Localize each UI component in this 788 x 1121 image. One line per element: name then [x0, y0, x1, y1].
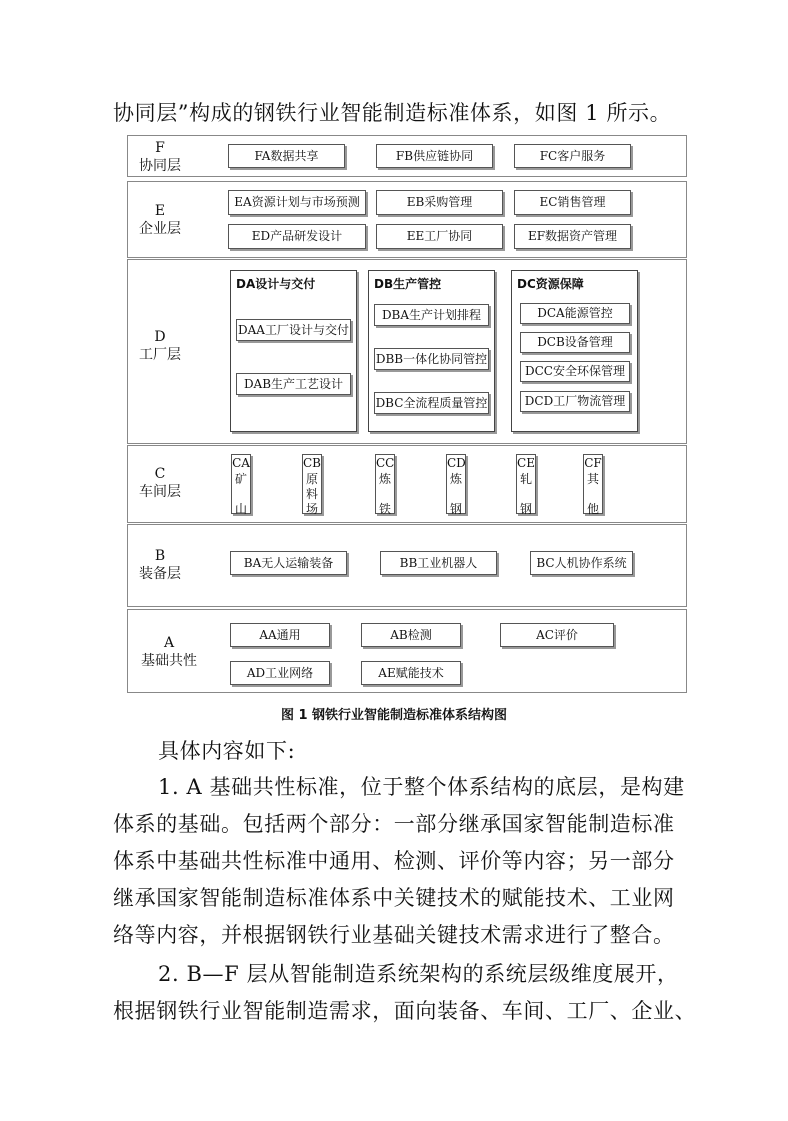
box-dcb: DCB设备管理 [520, 332, 630, 353]
layer-d-code: D [154, 329, 166, 345]
workshop-cb-code: CB [303, 456, 321, 470]
layer-c [127, 445, 687, 523]
workshop-cc-char: 铁 [378, 502, 391, 516]
box-ea: EA资源计划与市场预测 [228, 190, 366, 215]
layer-a [127, 609, 687, 693]
body-line: 2. B—F 层从智能制造系统架构的系统层级维度展开， [158, 962, 679, 986]
workshop-ca-char: 矿 [234, 472, 247, 486]
layer-b [127, 524, 687, 607]
workshop-cb-char: 料 [305, 487, 318, 501]
workshop-ce-char: 钢 [519, 502, 532, 516]
box-ba: BA无人运输装备 [230, 551, 347, 575]
layer-f [127, 135, 687, 177]
workshop-ca-char: 山 [234, 502, 247, 516]
box-bb: BB工业机器人 [380, 551, 497, 575]
intro-line: 协同层”构成的钢铁行业智能制造标准体系，如图 1 所示。 [113, 101, 672, 125]
layer-a-code: A [163, 635, 175, 651]
workshop-ce-code: CE [517, 456, 535, 470]
layer-e-code: E [154, 203, 166, 219]
box-ec: EC销售管理 [514, 190, 631, 215]
box-dcd: DCD工厂物流管理 [520, 391, 630, 412]
layer-f-name: 协同层 [139, 158, 181, 174]
box-fa: FA数据共享 [228, 144, 345, 168]
layer-b-code: B [154, 548, 166, 564]
workshop-cc [375, 454, 395, 514]
workshop-ca [231, 454, 251, 514]
workshop-cf-char: 他 [586, 502, 599, 516]
workshop-cd [446, 454, 466, 514]
workshop-cb-char: 原 [305, 472, 318, 486]
layer-e-label [136, 202, 184, 238]
workshop-cf [583, 454, 603, 514]
workshop-ce-char: 轧 [519, 472, 532, 486]
box-ac: AC评价 [500, 623, 614, 647]
layer-a-label [134, 634, 204, 670]
layer-f-label [136, 139, 184, 175]
workshop-ce [516, 454, 536, 514]
box-fb: FB供应链协同 [376, 144, 493, 168]
workshop-cb [302, 454, 322, 514]
layer-d-label [136, 328, 184, 364]
layer-c-code: C [154, 466, 166, 482]
group-dc [511, 270, 638, 432]
box-dbc: DBC全流程质量管控 [374, 392, 489, 414]
box-ee: EE工厂协同 [376, 224, 503, 249]
box-ab: AB检测 [361, 623, 461, 647]
workshop-cf-code: CF [584, 456, 602, 470]
workshop-cd-char: 钢 [449, 502, 462, 516]
layer-d [127, 259, 687, 444]
layer-c-label [136, 465, 184, 501]
workshop-cd-code: CD [447, 456, 466, 470]
body-line: 络等内容，并根据钢铁行业基础关键技术需求进行了整合。 [113, 923, 675, 947]
box-bc: BC人机协作系统 [530, 551, 633, 575]
workshop-cc-char: 炼 [378, 472, 391, 486]
box-ed: ED产品研发设计 [228, 224, 366, 249]
box-ef: EF数据资产管理 [514, 224, 631, 249]
group-db-title: DB生产管控 [374, 277, 442, 291]
group-db [368, 270, 495, 432]
box-ae: AE赋能技术 [361, 661, 461, 685]
box-fc: FC客户服务 [514, 144, 631, 168]
workshop-cb-char: 场 [305, 502, 318, 516]
layer-b-name: 装备层 [139, 566, 181, 582]
box-dab: DAB生产工艺设计 [236, 373, 351, 395]
group-dc-title: DC资源保障 [517, 277, 584, 291]
layer-b-label [136, 547, 184, 583]
body-line: 1. A 基础共性标准，位于整个体系结构的底层，是构建 [158, 775, 685, 799]
box-dca: DCA能源管控 [520, 303, 630, 324]
box-dba: DBA生产计划排程 [374, 304, 489, 326]
layer-a-name: 基础共性 [141, 653, 197, 669]
group-da-title: DA设计与交付 [236, 277, 316, 291]
body-line: 体系中基础共性标准中通用、检测、评价等内容；另一部分 [113, 849, 675, 873]
layer-f-code: F [155, 140, 165, 156]
layer-e [127, 181, 687, 258]
workshop-cc-code: CC [376, 456, 395, 470]
box-dcc: DCC安全环保管理 [520, 361, 630, 382]
layer-e-name: 企业层 [139, 221, 181, 237]
workshop-ca-code: CA [232, 456, 250, 470]
box-ad: AD工业网络 [230, 661, 330, 685]
body-line: 具体内容如下: [158, 739, 296, 763]
box-dbb: DBB一体化协同管控 [374, 348, 489, 370]
body-line: 体系的基础。包括两个部分：一部分继承国家智能制造标准 [113, 812, 675, 836]
workshop-cd-char: 炼 [449, 472, 462, 486]
workshop-cf-char: 其 [586, 472, 599, 486]
layer-c-name: 车间层 [139, 484, 181, 500]
box-eb: EB采购管理 [376, 190, 503, 215]
group-da [230, 270, 357, 432]
body-line: 继承国家智能制造标准体系中关键技术的赋能技术、工业网 [113, 886, 675, 910]
figure-caption: 图 1 钢铁行业智能制造标准体系结构图 [280, 708, 508, 723]
box-daa: DAA工厂设计与交付 [236, 319, 351, 341]
body-line: 根据钢铁行业智能制造需求，面向装备、车间、工厂、企业、 [113, 999, 697, 1023]
layer-d-name: 工厂层 [139, 347, 181, 363]
box-aa: AA通用 [230, 623, 330, 647]
